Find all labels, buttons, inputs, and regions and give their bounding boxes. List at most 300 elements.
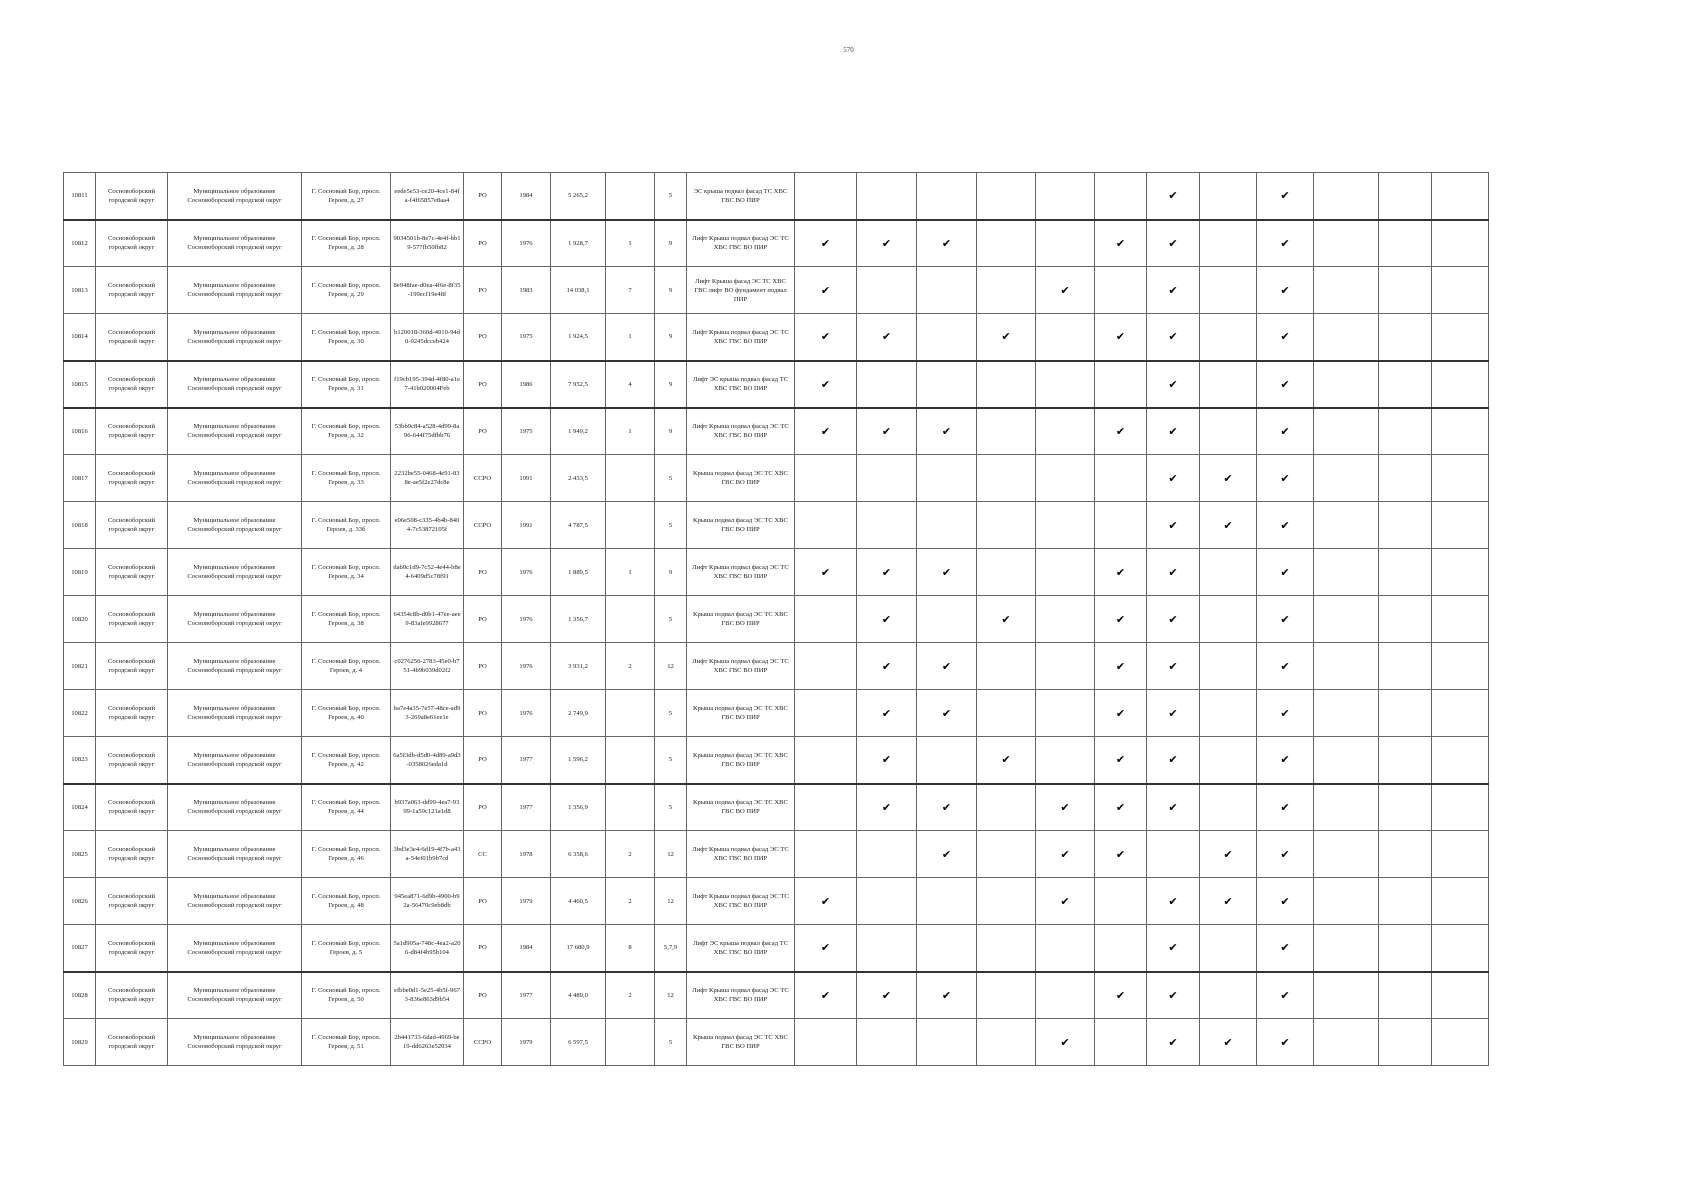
- row-id-cell: 10826: [64, 878, 96, 925]
- work-check-cell-2: [857, 408, 917, 455]
- table-row: [64, 737, 1489, 784]
- checkmark-icon: ✔: [820, 236, 831, 250]
- checkmark-icon: ✔: [881, 424, 892, 438]
- checkmark-icon: ✔: [1223, 471, 1233, 485]
- work-check-cell-5: [1036, 267, 1095, 314]
- row-id-cell: 10822: [64, 690, 96, 737]
- floors-cell: 5: [655, 455, 687, 502]
- checkmark-icon: ✔: [941, 565, 952, 579]
- municipality-cell: Муниципальное образование Сосновоборский городской округ: [168, 408, 302, 455]
- floors-cell: 12: [655, 972, 687, 1019]
- work-check-cell-5: [1036, 972, 1095, 1019]
- work-check-cell-2: [857, 361, 917, 408]
- work-check-cell-3: [917, 173, 977, 220]
- work-check-cell-9: [1257, 314, 1314, 361]
- work-check-cell-9: [1257, 784, 1314, 831]
- work-check-cell-10: [1314, 361, 1379, 408]
- page-number: 570: [843, 46, 854, 54]
- row-id-cell: 10814: [64, 314, 96, 361]
- address-cell: Г. Сосновый Бор, просп. Героев, д. 44: [302, 784, 391, 831]
- total-area-cell: 6 358,6: [551, 831, 606, 878]
- work-check-cell-1: [795, 173, 857, 220]
- work-check-cell-3: [917, 831, 977, 878]
- district-cell: Сосновоборский городской округ: [96, 925, 168, 972]
- work-check-cell-2: [857, 314, 917, 361]
- work-check-cell-1: [795, 314, 857, 361]
- category-cell: РО: [464, 643, 502, 690]
- checkmark-icon: ✔: [1280, 377, 1290, 391]
- work-check-cell-5: [1036, 690, 1095, 737]
- work-check-cell-11: [1379, 925, 1432, 972]
- work-check-cell-12: [1432, 596, 1489, 643]
- municipality-cell: Муниципальное образование Сосновоборский городской округ: [168, 925, 302, 972]
- table-row: [64, 831, 1489, 878]
- category-cell: ССРО: [464, 455, 502, 502]
- total-area-cell: 6 597,5: [551, 1019, 606, 1066]
- work-check-cell-3: [917, 502, 977, 549]
- address-cell: Г. Сосновый Бор, просп. Героев, д. 34: [302, 549, 391, 596]
- work-check-cell-8: [1200, 831, 1257, 878]
- category-cell: РО: [464, 737, 502, 784]
- work-check-cell-12: [1432, 972, 1489, 1019]
- work-check-cell-9: [1257, 502, 1314, 549]
- checkmark-icon: ✔: [1001, 612, 1011, 626]
- checkmark-icon: ✔: [1168, 518, 1178, 532]
- municipality-cell: Муниципальное образование Сосновоборский городской округ: [168, 455, 302, 502]
- work-check-cell-9: [1257, 455, 1314, 502]
- work-check-cell-11: [1379, 502, 1432, 549]
- work-check-cell-2: [857, 173, 917, 220]
- work-check-cell-12: [1432, 314, 1489, 361]
- work-check-cell-8: [1200, 1019, 1257, 1066]
- total-area-cell: 1 356,7: [551, 596, 606, 643]
- municipality-cell: Муниципальное образование Сосновоборский городской округ: [168, 549, 302, 596]
- work-check-cell-12: [1432, 361, 1489, 408]
- table-row: [64, 173, 1489, 220]
- checkmark-icon: ✔: [1280, 847, 1290, 861]
- work-check-cell-11: [1379, 737, 1432, 784]
- work-check-cell-7: [1147, 408, 1200, 455]
- work-check-cell-7: [1147, 502, 1200, 549]
- table-row: [64, 643, 1489, 690]
- checkmark-icon: ✔: [941, 988, 952, 1002]
- checkmark-icon: ✔: [1060, 1035, 1070, 1049]
- municipality-cell: Муниципальное образование Сосновоборский городской округ: [168, 502, 302, 549]
- work-check-cell-4: [977, 502, 1036, 549]
- work-check-cell-10: [1314, 502, 1379, 549]
- checkmark-icon: ✔: [1168, 189, 1178, 203]
- row-id-cell: 10816: [64, 408, 96, 455]
- work-check-cell-4: [977, 831, 1036, 878]
- work-check-cell-4: [977, 408, 1036, 455]
- work-check-cell-1: [795, 596, 857, 643]
- work-check-cell-2: [857, 972, 917, 1019]
- work-check-cell-10: [1314, 737, 1379, 784]
- work-check-cell-5: [1036, 784, 1095, 831]
- work-check-cell-5: [1036, 737, 1095, 784]
- work-check-cell-9: [1257, 173, 1314, 220]
- work-check-cell-4: [977, 925, 1036, 972]
- municipality-cell: Муниципальное образование Сосновоборский городской округ: [168, 784, 302, 831]
- table-row: [64, 314, 1489, 361]
- work-check-cell-3: [917, 972, 977, 1019]
- address-cell: Г. Сосновый Бор, просп. Героев, д. 33б: [302, 502, 391, 549]
- work-check-cell-9: [1257, 267, 1314, 314]
- district-cell: Сосновоборский городской округ: [96, 737, 168, 784]
- table-row: [64, 502, 1489, 549]
- work-check-cell-7: [1147, 737, 1200, 784]
- work-check-cell-2: [857, 220, 917, 267]
- checkmark-icon: ✔: [1115, 706, 1126, 720]
- entrances-cell: 1: [606, 408, 655, 455]
- municipality-cell: Муниципальное образование Сосновоборский городской округ: [168, 1019, 302, 1066]
- work-check-cell-3: [917, 314, 977, 361]
- work-check-cell-6: [1095, 690, 1147, 737]
- work-check-cell-6: [1095, 972, 1147, 1019]
- work-check-cell-6: [1095, 549, 1147, 596]
- work-check-cell-7: [1147, 267, 1200, 314]
- table-row: [64, 267, 1489, 314]
- district-cell: Сосновоборский городской округ: [96, 549, 168, 596]
- work-check-cell-12: [1432, 1019, 1489, 1066]
- work-check-cell-8: [1200, 690, 1257, 737]
- checkmark-icon: ✔: [1280, 236, 1290, 250]
- work-check-cell-6: [1095, 220, 1147, 267]
- works-list-cell: Крыша подвал фасад ЭС ТС ХВС ГВС ВО ПИР: [687, 455, 795, 502]
- work-check-cell-11: [1379, 220, 1432, 267]
- work-check-cell-4: [977, 690, 1036, 737]
- checkmark-icon: ✔: [1280, 283, 1290, 297]
- district-cell: Сосновоборский городской округ: [96, 972, 168, 1019]
- checkmark-icon: ✔: [1280, 1035, 1290, 1049]
- works-list-cell: Лифт Крыша фасад ЭС ТС ХВС ГВС лифт ВО фундамент подвал ПИР: [687, 267, 795, 314]
- total-area-cell: 14 038,1: [551, 267, 606, 314]
- address-cell: Г. Сосновый Бор, просп. Героев, д. 33: [302, 455, 391, 502]
- district-cell: Сосновоборский городской округ: [96, 314, 168, 361]
- work-check-cell-2: [857, 1019, 917, 1066]
- district-cell: Сосновоборский городской округ: [96, 455, 168, 502]
- checkmark-icon: ✔: [1060, 800, 1070, 814]
- category-cell: РО: [464, 690, 502, 737]
- work-check-cell-6: [1095, 784, 1147, 831]
- house-guid-cell: b937a063-dd99-4ea7-9399-1a59c121a1d8: [391, 784, 464, 831]
- address-cell: Г. Сосновый Бор, просп. Героев, д. 51: [302, 1019, 391, 1066]
- checkmark-icon: ✔: [1115, 753, 1126, 767]
- work-check-cell-8: [1200, 502, 1257, 549]
- entrances-cell: 7: [606, 267, 655, 314]
- work-check-cell-10: [1314, 220, 1379, 267]
- house-guid-cell: 2232be55-0468-4e91-838e-ae5f2e27dc8e: [391, 455, 464, 502]
- work-check-cell-9: [1257, 925, 1314, 972]
- total-area-cell: 1 596,2: [551, 737, 606, 784]
- work-check-cell-8: [1200, 549, 1257, 596]
- table-row: [64, 361, 1489, 408]
- checkmark-icon: ✔: [941, 847, 952, 861]
- checkmark-icon: ✔: [1115, 800, 1126, 814]
- work-check-cell-8: [1200, 972, 1257, 1019]
- category-cell: ССРО: [464, 1019, 502, 1066]
- work-check-cell-1: [795, 737, 857, 784]
- work-check-cell-2: [857, 831, 917, 878]
- build-year-cell: 1984: [502, 173, 551, 220]
- house-guid-cell: dab0c1d9-7c52-4e44-b8e4-6409d5c78f91: [391, 549, 464, 596]
- work-check-cell-6: [1095, 408, 1147, 455]
- work-check-cell-5: [1036, 455, 1095, 502]
- row-id-cell: 10820: [64, 596, 96, 643]
- entrances-cell: 2: [606, 831, 655, 878]
- registry-table: [63, 172, 1489, 1066]
- total-area-cell: 2 749,9: [551, 690, 606, 737]
- address-cell: Г. Сосновый Бор, просп. Героев, д. 29: [302, 267, 391, 314]
- checkmark-icon: ✔: [881, 800, 892, 814]
- work-check-cell-9: [1257, 1019, 1314, 1066]
- work-check-cell-7: [1147, 314, 1200, 361]
- work-check-cell-6: [1095, 1019, 1147, 1066]
- table-row: [64, 455, 1489, 502]
- district-cell: Сосновоборский городской округ: [96, 267, 168, 314]
- floors-cell: 12: [655, 878, 687, 925]
- work-check-cell-10: [1314, 831, 1379, 878]
- work-check-cell-11: [1379, 972, 1432, 1019]
- checkmark-icon: ✔: [941, 236, 952, 250]
- work-check-cell-7: [1147, 1019, 1200, 1066]
- work-check-cell-8: [1200, 173, 1257, 220]
- works-list-cell: Крыша подвал фасад ЭС ТС ХВС ГВС ВО ПИР: [687, 596, 795, 643]
- works-list-cell: Крыша подвал фасад ЭС ТС ХВС ГВС ВО ПИР: [687, 1019, 795, 1066]
- checkmark-icon: ✔: [1223, 1035, 1233, 1049]
- municipality-cell: Муниципальное образование Сосновоборский городской округ: [168, 596, 302, 643]
- work-check-cell-8: [1200, 925, 1257, 972]
- checkmark-icon: ✔: [1060, 847, 1070, 861]
- checkmark-icon: ✔: [1168, 283, 1178, 297]
- house-guid-cell: ba7e4a35-7e57-48ce-ad93-269a8e61ee1e: [391, 690, 464, 737]
- total-area-cell: 4 460,5: [551, 878, 606, 925]
- district-cell: Сосновоборский городской округ: [96, 173, 168, 220]
- checkmark-icon: ✔: [820, 377, 831, 391]
- floors-cell: 12: [655, 831, 687, 878]
- checkmark-icon: ✔: [1280, 471, 1290, 485]
- checkmark-icon: ✔: [1223, 847, 1233, 861]
- work-check-cell-2: [857, 267, 917, 314]
- work-check-cell-5: [1036, 408, 1095, 455]
- house-guid-cell: e06e508-c335-4b4b-8404-7c53872105f: [391, 502, 464, 549]
- checkmark-icon: ✔: [1168, 565, 1178, 579]
- build-year-cell: 1976: [502, 220, 551, 267]
- work-check-cell-7: [1147, 361, 1200, 408]
- work-check-cell-4: [977, 549, 1036, 596]
- work-check-cell-9: [1257, 643, 1314, 690]
- work-check-cell-7: [1147, 831, 1200, 878]
- category-cell: ССРО: [464, 502, 502, 549]
- checkmark-icon: ✔: [1115, 659, 1126, 673]
- work-check-cell-3: [917, 878, 977, 925]
- work-check-cell-5: [1036, 173, 1095, 220]
- checkmark-icon: ✔: [1280, 659, 1290, 673]
- work-check-cell-4: [977, 1019, 1036, 1066]
- work-check-cell-1: [795, 220, 857, 267]
- municipality-cell: Муниципальное образование Сосновоборский городской округ: [168, 831, 302, 878]
- checkmark-icon: ✔: [820, 941, 831, 955]
- checkmark-icon: ✔: [941, 659, 952, 673]
- entrances-cell: 1: [606, 220, 655, 267]
- category-cell: РО: [464, 408, 502, 455]
- house-guid-cell: 945ea871-6d9b-4900-b92a-56470c9eb8db: [391, 878, 464, 925]
- works-list-cell: Крыша подвал фасад ЭС ТС ХВС ГВС ВО ПИР: [687, 690, 795, 737]
- total-area-cell: 1 949,2: [551, 408, 606, 455]
- checkmark-icon: ✔: [1168, 330, 1178, 344]
- municipality-cell: Муниципальное образование Сосновоборский городской округ: [168, 173, 302, 220]
- works-list-cell: ЭС крыша подвал фасад ТС ХВС ГВС ВО ПИР: [687, 173, 795, 220]
- work-check-cell-1: [795, 549, 857, 596]
- works-list-cell: Лифт ЭС крыша подвал фасад ТС ХВС ГВС ВО ПИР: [687, 361, 795, 408]
- build-year-cell: 1977: [502, 784, 551, 831]
- checkmark-icon: ✔: [1168, 988, 1178, 1002]
- row-id-cell: 10819: [64, 549, 96, 596]
- municipality-cell: Муниципальное образование Сосновоборский городской округ: [168, 878, 302, 925]
- work-check-cell-2: [857, 878, 917, 925]
- house-guid-cell: c0276256-2783-45e0-b751-4b9b039d02f2: [391, 643, 464, 690]
- row-id-cell: 10821: [64, 643, 96, 690]
- floors-cell: 9: [655, 361, 687, 408]
- work-check-cell-6: [1095, 314, 1147, 361]
- checkmark-icon: ✔: [1280, 753, 1290, 767]
- address-cell: Г. Сосновый Бор, просп. Героев, д. 46: [302, 831, 391, 878]
- work-check-cell-12: [1432, 925, 1489, 972]
- row-id-cell: 10828: [64, 972, 96, 1019]
- work-check-cell-5: [1036, 596, 1095, 643]
- works-list-cell: Лифт Крыша подвал фасад ЭС ТС ХВС ГВС ВО ПИР: [687, 831, 795, 878]
- work-check-cell-11: [1379, 596, 1432, 643]
- house-guid-cell: 9034501b-8e7c-4e4f-bb19-577fb50fb82: [391, 220, 464, 267]
- house-guid-cell: efbbe0d1-5e25-4b5f-9673-836e863d9b54: [391, 972, 464, 1019]
- work-check-cell-10: [1314, 972, 1379, 1019]
- category-cell: РО: [464, 784, 502, 831]
- house-guid-cell: 6a5f3db-d5d0-4d89-a9d3-0358026eda1d: [391, 737, 464, 784]
- work-check-cell-10: [1314, 643, 1379, 690]
- build-year-cell: 1976: [502, 596, 551, 643]
- house-guid-cell: b120018-360d-4910-94d0-9245dcceb424: [391, 314, 464, 361]
- category-cell: РО: [464, 314, 502, 361]
- checkmark-icon: ✔: [1168, 1035, 1178, 1049]
- work-check-cell-4: [977, 173, 1036, 220]
- work-check-cell-3: [917, 925, 977, 972]
- work-check-cell-11: [1379, 878, 1432, 925]
- checkmark-icon: ✔: [820, 283, 831, 297]
- work-check-cell-11: [1379, 455, 1432, 502]
- work-check-cell-12: [1432, 690, 1489, 737]
- municipality-cell: Муниципальное образование Сосновоборский городской округ: [168, 361, 302, 408]
- row-id-cell: 10824: [64, 784, 96, 831]
- total-area-cell: 5 265,2: [551, 173, 606, 220]
- checkmark-icon: ✔: [1280, 988, 1290, 1002]
- work-check-cell-9: [1257, 972, 1314, 1019]
- work-check-cell-1: [795, 831, 857, 878]
- table-row: [64, 925, 1489, 972]
- category-cell: РО: [464, 173, 502, 220]
- checkmark-icon: ✔: [820, 424, 831, 438]
- category-cell: РО: [464, 925, 502, 972]
- work-check-cell-3: [917, 737, 977, 784]
- address-cell: Г. Сосновый Бор, просп. Героев, д. 28: [302, 220, 391, 267]
- build-year-cell: 1979: [502, 1019, 551, 1066]
- work-check-cell-5: [1036, 361, 1095, 408]
- checkmark-icon: ✔: [1115, 988, 1126, 1002]
- total-area-cell: 1 924,5: [551, 314, 606, 361]
- work-check-cell-8: [1200, 737, 1257, 784]
- work-check-cell-12: [1432, 549, 1489, 596]
- work-check-cell-12: [1432, 408, 1489, 455]
- municipality-cell: Муниципальное образование Сосновоборский городской округ: [168, 314, 302, 361]
- entrances-cell: 1: [606, 314, 655, 361]
- row-id-cell: 10815: [64, 361, 96, 408]
- checkmark-icon: ✔: [1280, 800, 1290, 814]
- work-check-cell-12: [1432, 878, 1489, 925]
- work-check-cell-10: [1314, 173, 1379, 220]
- checkmark-icon: ✔: [1060, 894, 1070, 908]
- work-check-cell-1: [795, 1019, 857, 1066]
- work-check-cell-10: [1314, 549, 1379, 596]
- work-check-cell-12: [1432, 502, 1489, 549]
- floors-cell: 5: [655, 690, 687, 737]
- checkmark-icon: ✔: [1168, 753, 1178, 767]
- works-list-cell: Крыша подвал фасад ЭС ТС ХВС ГВС ВО ПИР: [687, 737, 795, 784]
- checkmark-icon: ✔: [881, 988, 892, 1002]
- work-check-cell-6: [1095, 173, 1147, 220]
- checkmark-icon: ✔: [1280, 894, 1290, 908]
- checkmark-icon: ✔: [1168, 236, 1178, 250]
- work-check-cell-5: [1036, 502, 1095, 549]
- checkmark-icon: ✔: [1168, 894, 1178, 908]
- work-check-cell-4: [977, 784, 1036, 831]
- table-row: [64, 220, 1489, 267]
- category-cell: РО: [464, 878, 502, 925]
- checkmark-icon: ✔: [941, 424, 952, 438]
- work-check-cell-10: [1314, 314, 1379, 361]
- table-row: [64, 690, 1489, 737]
- address-cell: Г. Сосновый Бор, просп. Героев, д. 38: [302, 596, 391, 643]
- entrances-cell: [606, 455, 655, 502]
- checkmark-icon: ✔: [1280, 565, 1290, 579]
- house-guid-cell: 8e948fae-d0ea-4f6e-8f35-199ecf19e48f: [391, 267, 464, 314]
- work-check-cell-5: [1036, 220, 1095, 267]
- checkmark-icon: ✔: [881, 706, 892, 720]
- work-check-cell-1: [795, 408, 857, 455]
- district-cell: Сосновоборский городской округ: [96, 784, 168, 831]
- district-cell: Сосновоборский городской округ: [96, 690, 168, 737]
- work-check-cell-3: [917, 784, 977, 831]
- work-check-cell-1: [795, 643, 857, 690]
- build-year-cell: 1975: [502, 314, 551, 361]
- work-check-cell-10: [1314, 408, 1379, 455]
- work-check-cell-7: [1147, 690, 1200, 737]
- build-year-cell: 1983: [502, 267, 551, 314]
- work-check-cell-4: [977, 267, 1036, 314]
- entrances-cell: [606, 596, 655, 643]
- category-cell: РО: [464, 361, 502, 408]
- checkmark-icon: ✔: [1280, 612, 1290, 626]
- build-year-cell: 1975: [502, 408, 551, 455]
- checkmark-icon: ✔: [1280, 706, 1290, 720]
- address-cell: Г. Сосновый Бор, просп. Героев, д. 5: [302, 925, 391, 972]
- work-check-cell-9: [1257, 690, 1314, 737]
- work-check-cell-3: [917, 361, 977, 408]
- checkmark-icon: ✔: [1280, 518, 1290, 532]
- work-check-cell-3: [917, 596, 977, 643]
- work-check-cell-5: [1036, 878, 1095, 925]
- total-area-cell: 1 356,9: [551, 784, 606, 831]
- checkmark-icon: ✔: [881, 612, 892, 626]
- address-cell: Г. Сосновый Бор, просп. Героев, д. 30: [302, 314, 391, 361]
